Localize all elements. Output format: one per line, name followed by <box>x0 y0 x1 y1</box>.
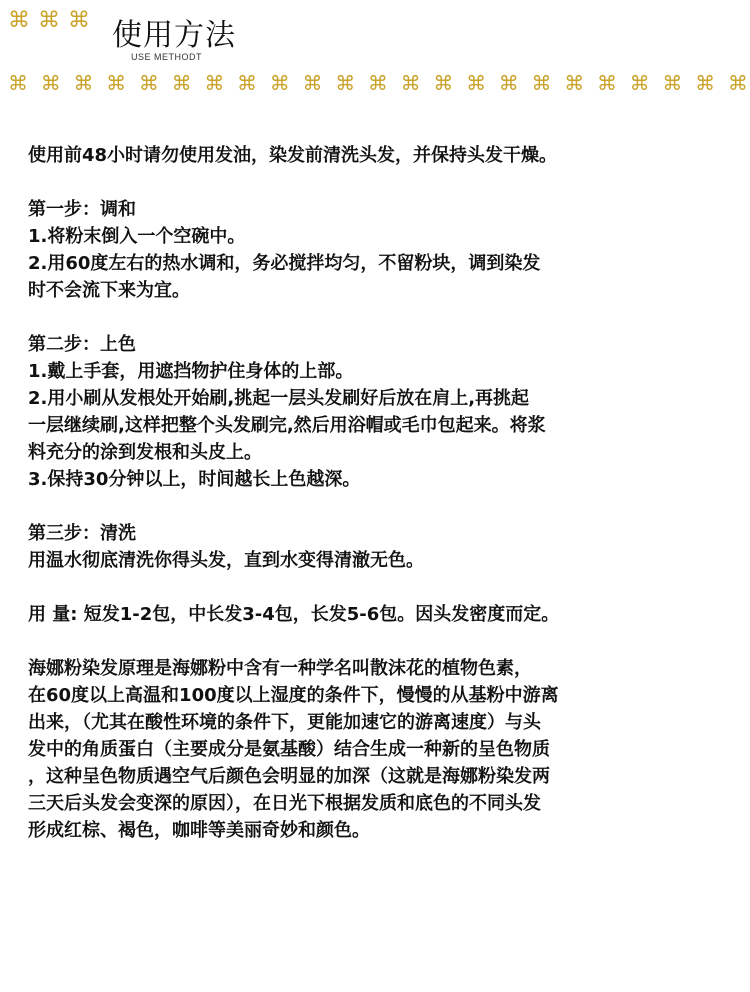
clover-icon: ⌘ <box>433 71 454 95</box>
clover-icon: ⌘ <box>466 71 487 95</box>
clover-icon: ⌘ <box>498 71 519 95</box>
clover-icon: ⌘ <box>38 8 60 33</box>
principle-line: 形成红棕、褐色，咖啡等美丽奇妙和颜色。 <box>28 820 370 841</box>
step1-line: 1.将粉末倒入一个空碗中。 <box>28 226 246 247</box>
step1-title: 第一步：调和 <box>28 199 136 220</box>
page-title: 使用方法 <box>112 18 236 53</box>
principle-line: 出来，（尤其在酸性环境的条件下，更能加速它的游离速度）与头 <box>28 712 541 733</box>
intro-text: 使用前48小时请勿使用发油，染发前清洗头发，并保持头发干燥。 <box>28 145 558 166</box>
header <box>0 0 750 100</box>
instructions <box>28 142 728 844</box>
clover-icon: ⌘ <box>727 71 748 95</box>
step3-line: 用温水彻底清洗你得头发，直到水变得清澈无色。 <box>28 550 424 571</box>
step3-title: 第三步：清洗 <box>28 523 136 544</box>
clover-icon: ⌘ <box>367 71 388 95</box>
clover-icon: ⌘ <box>302 71 323 95</box>
principle-line: 在60度以上高温和100度以上湿度的条件下，慢慢的从基粉中游离 <box>28 685 559 706</box>
clover-icon: ⌘ <box>138 71 159 95</box>
clover-icon: ⌘ <box>106 71 127 95</box>
principle-line: 发中的角质蛋白（主要成分是氨基酸）结合生成一种新的呈色物质 <box>28 739 550 760</box>
step1-line: 时不会流下来为宜。 <box>28 280 190 301</box>
principle-line: ，这种呈色物质遇空气后颜色会明显的加深（这就是海娜粉染发两 <box>28 766 550 787</box>
clover-icon: ⌘ <box>237 71 258 95</box>
clover-icon: ⌘ <box>269 71 290 95</box>
clover-icon: ⌘ <box>531 71 552 95</box>
clover-icon: ⌘ <box>596 71 617 95</box>
clover-icon: ⌘ <box>400 71 421 95</box>
clover-icon: ⌘ <box>335 71 356 95</box>
clover-icon: ⌘ <box>695 71 716 95</box>
clover-icon: ⌘ <box>629 71 650 95</box>
clover-icon: ⌘ <box>8 71 28 95</box>
clover-icon: ⌘ <box>662 71 683 95</box>
clover-icon: ⌘ <box>68 8 90 33</box>
decorative-divider <box>8 72 748 94</box>
clover-icon: ⌘ <box>204 71 225 95</box>
step2-title: 第二步：上色 <box>28 334 136 355</box>
clover-icon: ⌘ <box>73 71 94 95</box>
header-icons <box>8 10 90 32</box>
clover-icon: ⌘ <box>171 71 192 95</box>
step2-line: 一层继续刷,这样把整个头发刷完,然后用浴帽或毛巾包起来。将浆 <box>28 415 546 436</box>
clover-icon: ⌘ <box>564 71 585 95</box>
clover-icon: ⌘ <box>40 71 61 95</box>
principle-line: 海娜粉染发原理是海娜粉中含有一种学名叫散沫花的植物色素， <box>28 658 532 679</box>
dosage-text: 用 量: 短发1-2包，中长发3-4包，长发5-6包。因头发密度而定。 <box>28 604 560 625</box>
step2-line: 1.戴上手套，用遮挡物护住身体的上部。 <box>28 361 354 382</box>
step1-line: 2.用60度左右的热水调和，务必搅拌均匀，不留粉块，调到染发 <box>28 253 541 274</box>
step2-line: 2.用小刷从发根处开始刷,挑起一层头发刷好后放在肩上,再挑起 <box>28 388 530 409</box>
principle-line: 三天后头发会变深的原因），在日光下根据发质和底色的不同头发 <box>28 793 541 814</box>
step2-line: 3.保持30分钟以上，时间越长上色越深。 <box>28 469 361 490</box>
page-subtitle: USE METHODT <box>131 52 203 62</box>
step2-line: 料充分的涂到发根和头皮上。 <box>28 442 262 463</box>
clover-icon: ⌘ <box>8 8 30 33</box>
